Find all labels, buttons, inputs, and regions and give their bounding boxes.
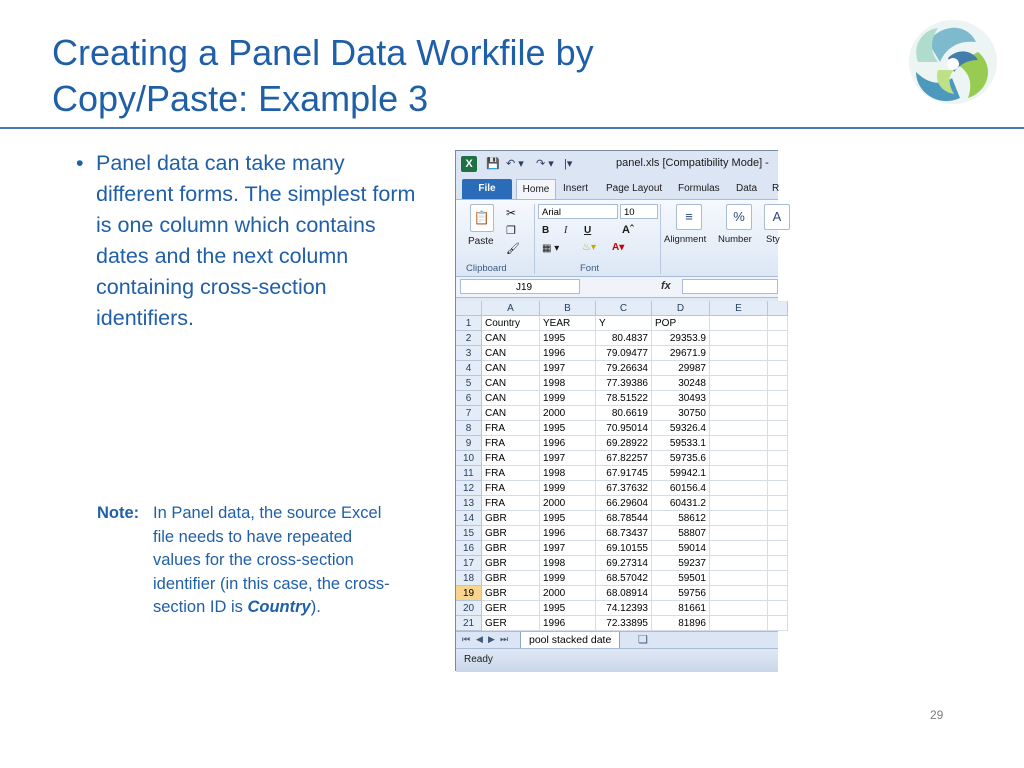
- table-row: [456, 526, 778, 541]
- column-header[interactable]: D: [652, 301, 710, 316]
- paste-icon[interactable]: 📋: [470, 204, 494, 232]
- table-cell[interactable]: 81896: [652, 616, 710, 631]
- table-cell[interactable]: [768, 406, 788, 421]
- table-cell[interactable]: 1999: [540, 481, 596, 496]
- table-cell[interactable]: [768, 601, 788, 616]
- table-cell[interactable]: [710, 406, 768, 421]
- font-name-select[interactable]: Arial: [538, 204, 618, 219]
- font-color-icon[interactable]: A▾: [612, 242, 625, 253]
- table-cell[interactable]: 30493: [652, 391, 710, 406]
- sheet-tab-bar: [456, 631, 778, 649]
- note-text-end: ).: [310, 598, 321, 616]
- table-cell[interactable]: 72.33895: [596, 616, 652, 631]
- table-cell[interactable]: 1996: [540, 436, 596, 451]
- row-header[interactable]: 17: [456, 556, 482, 571]
- table-cell[interactable]: [768, 556, 788, 571]
- table-cell[interactable]: 2000: [540, 406, 596, 421]
- table-row: [456, 616, 778, 631]
- table-row: [456, 331, 778, 346]
- table-cell[interactable]: GBR: [482, 526, 540, 541]
- column-header[interactable]: A: [482, 301, 540, 316]
- table-cell[interactable]: [710, 571, 768, 586]
- table-cell[interactable]: CAN: [482, 346, 540, 361]
- table-cell[interactable]: 30750: [652, 406, 710, 421]
- table-cell[interactable]: 68.08914: [596, 586, 652, 601]
- ribbon-tabs: [456, 177, 778, 199]
- group-separator: [534, 204, 535, 274]
- underline-button[interactable]: U: [584, 225, 592, 236]
- table-cell[interactable]: [710, 466, 768, 481]
- table-row: [456, 481, 778, 496]
- row-header[interactable]: 12: [456, 481, 482, 496]
- column-header[interactable]: B: [540, 301, 596, 316]
- table-cell[interactable]: [710, 436, 768, 451]
- table-cell[interactable]: 69.10155: [596, 541, 652, 556]
- previous-sheet-icon[interactable]: ◀: [476, 634, 483, 644]
- table-row: [456, 571, 778, 586]
- table-cell[interactable]: [710, 616, 768, 631]
- table-cell[interactable]: 29353.9: [652, 331, 710, 346]
- table-cell[interactable]: 1998: [540, 376, 596, 391]
- table-cell[interactable]: FRA: [482, 466, 540, 481]
- table-row: [456, 406, 778, 421]
- clipboard-group-label: Clipboard: [466, 263, 507, 274]
- row-header[interactable]: 16: [456, 541, 482, 556]
- table-cell[interactable]: 67.37632: [596, 481, 652, 496]
- table-cell[interactable]: 59735.6: [652, 451, 710, 466]
- slide-title-line-2: Copy/Paste: Example 3: [52, 78, 429, 119]
- table-cell[interactable]: 74.12393: [596, 601, 652, 616]
- last-sheet-icon[interactable]: ⏭: [500, 634, 509, 644]
- table-cell[interactable]: CAN: [482, 391, 540, 406]
- table-cell[interactable]: [710, 526, 768, 541]
- table-cell[interactable]: FRA: [482, 496, 540, 511]
- table-cell[interactable]: GER: [482, 616, 540, 631]
- table-cell[interactable]: [710, 541, 768, 556]
- table-cell[interactable]: 68.73437: [596, 526, 652, 541]
- undo-icon[interactable]: ↶ ▾: [506, 158, 524, 170]
- table-cell[interactable]: [768, 421, 788, 436]
- note-emphasis: Country: [247, 598, 311, 616]
- table-cell[interactable]: [710, 316, 768, 331]
- paste-button[interactable]: Paste: [468, 236, 494, 247]
- table-cell[interactable]: POP: [652, 316, 710, 331]
- tab-review[interactable]: R: [772, 183, 780, 194]
- styles-icon[interactable]: A: [764, 204, 790, 230]
- tab-home[interactable]: Home: [516, 179, 556, 200]
- table-cell[interactable]: 78.51522: [596, 391, 652, 406]
- table-cell[interactable]: 1995: [540, 421, 596, 436]
- name-box[interactable]: J19: [460, 279, 580, 294]
- table-cell[interactable]: [710, 331, 768, 346]
- table-cell[interactable]: 29671.9: [652, 346, 710, 361]
- table-cell[interactable]: FRA: [482, 421, 540, 436]
- window-title: panel.xls [Compatibility Mode] -: [616, 157, 769, 169]
- table-cell[interactable]: 80.6619: [596, 406, 652, 421]
- title-divider: [0, 127, 1024, 129]
- table-cell[interactable]: [710, 496, 768, 511]
- table-cell[interactable]: 1997: [540, 541, 596, 556]
- table-cell[interactable]: 1998: [540, 556, 596, 571]
- percent-icon[interactable]: %: [726, 204, 752, 230]
- table-cell[interactable]: [710, 391, 768, 406]
- table-cell[interactable]: FRA: [482, 436, 540, 451]
- table-cell[interactable]: [768, 586, 788, 601]
- styles-button[interactable]: Sty: [766, 234, 780, 245]
- table-row: [456, 436, 778, 451]
- table-cell[interactable]: 59533.1: [652, 436, 710, 451]
- row-header[interactable]: 5: [456, 376, 482, 391]
- ribbon-home: [456, 199, 782, 277]
- italic-button[interactable]: I: [564, 225, 568, 236]
- page-number: 29: [930, 708, 944, 722]
- tab-formulas[interactable]: Formulas: [678, 183, 720, 194]
- table-cell[interactable]: 80.4837: [596, 331, 652, 346]
- table-cell[interactable]: 59237: [652, 556, 710, 571]
- save-icon[interactable]: 💾: [486, 158, 500, 170]
- row-header[interactable]: 11: [456, 466, 482, 481]
- status-text: Ready: [464, 654, 493, 665]
- column-header[interactable]: E: [710, 301, 768, 316]
- table-row: [456, 316, 778, 331]
- table-cell[interactable]: 1995: [540, 601, 596, 616]
- table-cell[interactable]: CAN: [482, 376, 540, 391]
- select-all-corner[interactable]: [456, 301, 482, 316]
- table-cell[interactable]: 2000: [540, 586, 596, 601]
- row-header[interactable]: 4: [456, 361, 482, 376]
- font-size-select[interactable]: 10: [620, 204, 658, 219]
- row-header[interactable]: 8: [456, 421, 482, 436]
- column-header-row: [456, 301, 778, 316]
- table-cell[interactable]: [710, 421, 768, 436]
- table-cell[interactable]: 1996: [540, 616, 596, 631]
- table-cell[interactable]: 1999: [540, 391, 596, 406]
- format-painter-icon[interactable]: 🖌: [506, 243, 520, 255]
- table-cell[interactable]: 29987: [652, 361, 710, 376]
- table-row: [456, 391, 778, 406]
- row-header[interactable]: 1: [456, 316, 482, 331]
- number-button[interactable]: Number: [718, 234, 752, 245]
- note-text-main: In Panel data, the source Excel file needs to have repeated values for the cross-section identifier (in this case, the cross-section ID is: [153, 504, 390, 616]
- status-bar: [456, 648, 778, 672]
- row-header[interactable]: 14: [456, 511, 482, 526]
- table-row: [456, 541, 778, 556]
- table-cell[interactable]: 58612: [652, 511, 710, 526]
- table-row: [456, 421, 778, 436]
- table-row: [456, 451, 778, 466]
- table-row: [456, 586, 778, 601]
- table-cell[interactable]: GBR: [482, 556, 540, 571]
- table-cell[interactable]: 59501: [652, 571, 710, 586]
- bold-button[interactable]: B: [542, 225, 550, 236]
- table-cell[interactable]: 70.95014: [596, 421, 652, 436]
- table-cell[interactable]: [768, 451, 788, 466]
- table-cell[interactable]: [710, 586, 768, 601]
- first-sheet-icon[interactable]: ⏮: [462, 634, 471, 644]
- table-cell[interactable]: CAN: [482, 406, 540, 421]
- table-cell[interactable]: GBR: [482, 541, 540, 556]
- note-text: [153, 502, 403, 620]
- font-group-label: Font: [580, 263, 600, 274]
- table-cell[interactable]: [768, 481, 788, 496]
- table-row: [456, 376, 778, 391]
- group-separator: [660, 204, 661, 274]
- table-row: [456, 511, 778, 526]
- column-header[interactable]: [768, 301, 788, 316]
- table-cell[interactable]: Y: [596, 316, 652, 331]
- row-header[interactable]: 2: [456, 331, 482, 346]
- function-icon[interactable]: fx: [661, 280, 671, 292]
- table-cell[interactable]: 1997: [540, 451, 596, 466]
- table-cell[interactable]: 1998: [540, 466, 596, 481]
- table-cell[interactable]: [710, 346, 768, 361]
- table-cell[interactable]: CAN: [482, 331, 540, 346]
- table-row: [456, 496, 778, 511]
- excel-window: [455, 150, 782, 671]
- table-cell[interactable]: GBR: [482, 586, 540, 601]
- slide-title-line-1: Creating a Panel Data Workfile by: [52, 32, 594, 73]
- table-cell[interactable]: GBR: [482, 511, 540, 526]
- bullet-marker: •: [76, 151, 84, 175]
- table-cell[interactable]: 68.78544: [596, 511, 652, 526]
- table-row: [456, 346, 778, 361]
- table-cell[interactable]: 67.91745: [596, 466, 652, 481]
- tab-insert[interactable]: Insert: [563, 183, 589, 194]
- table-cell[interactable]: 69.27314: [596, 556, 652, 571]
- next-sheet-icon[interactable]: ▶: [488, 634, 495, 644]
- sheet-tab-pool-stacked-date[interactable]: pool stacked date: [520, 632, 620, 648]
- table-cell[interactable]: 59326.4: [652, 421, 710, 436]
- tab-file[interactable]: File: [462, 179, 512, 199]
- row-header[interactable]: 21: [456, 616, 482, 631]
- table-cell[interactable]: 60431.2: [652, 496, 710, 511]
- table-cell[interactable]: [768, 541, 788, 556]
- formula-bar: [456, 277, 778, 298]
- quick-access-toolbar: [456, 151, 778, 177]
- table-cell[interactable]: 66.29604: [596, 496, 652, 511]
- redo-icon[interactable]: ↷ ▾: [536, 158, 554, 170]
- table-cell[interactable]: 1996: [540, 346, 596, 361]
- table-cell[interactable]: [768, 331, 788, 346]
- row-header[interactable]: 13: [456, 496, 482, 511]
- table-cell[interactable]: 1996: [540, 526, 596, 541]
- alignment-button[interactable]: Alignment: [664, 234, 707, 245]
- table-cell[interactable]: [768, 361, 788, 376]
- cut-icon[interactable]: ✂: [506, 206, 517, 220]
- table-cell[interactable]: [768, 376, 788, 391]
- table-cell[interactable]: 1997: [540, 361, 596, 376]
- table-cell[interactable]: [710, 601, 768, 616]
- table-cell[interactable]: 79.26634: [596, 361, 652, 376]
- excel-app-icon: X: [461, 156, 477, 172]
- table-cell[interactable]: 81661: [652, 601, 710, 616]
- table-cell[interactable]: 59756: [652, 586, 710, 601]
- row-header[interactable]: 10: [456, 451, 482, 466]
- table-cell[interactable]: 77.39386: [596, 376, 652, 391]
- table-row: [456, 361, 778, 376]
- customize-toolbar-icon[interactable]: |▾: [564, 158, 573, 170]
- table-cell[interactable]: GER: [482, 601, 540, 616]
- fill-color-icon[interactable]: ♨▾: [582, 242, 596, 253]
- table-cell[interactable]: 79.09477: [596, 346, 652, 361]
- table-cell[interactable]: CAN: [482, 361, 540, 376]
- column-header[interactable]: C: [596, 301, 652, 316]
- table-cell[interactable]: [768, 571, 788, 586]
- table-cell[interactable]: [710, 511, 768, 526]
- table-cell[interactable]: FRA: [482, 481, 540, 496]
- table-row: [456, 601, 778, 616]
- table-cell[interactable]: [710, 451, 768, 466]
- row-header[interactable]: 9: [456, 436, 482, 451]
- table-cell[interactable]: 68.57042: [596, 571, 652, 586]
- table-cell[interactable]: 58807: [652, 526, 710, 541]
- formula-input[interactable]: [682, 279, 778, 294]
- row-header[interactable]: 15: [456, 526, 482, 541]
- copy-icon[interactable]: ❐: [506, 225, 516, 237]
- table-cell[interactable]: [768, 391, 788, 406]
- organization-logo: [898, 12, 1008, 112]
- tab-page-layout[interactable]: Page Layout: [606, 183, 663, 194]
- table-cell[interactable]: [768, 526, 788, 541]
- table-cell[interactable]: 30248: [652, 376, 710, 391]
- table-cell[interactable]: [768, 616, 788, 631]
- table-cell[interactable]: [710, 361, 768, 376]
- table-cell[interactable]: Country: [482, 316, 540, 331]
- row-header[interactable]: 18: [456, 571, 482, 586]
- table-cell[interactable]: YEAR: [540, 316, 596, 331]
- table-cell[interactable]: [710, 556, 768, 571]
- increase-font-icon[interactable]: Aˆ: [622, 224, 634, 236]
- row-header[interactable]: 3: [456, 346, 482, 361]
- table-cell[interactable]: 60156.4: [652, 481, 710, 496]
- table-cell[interactable]: [710, 376, 768, 391]
- tab-data[interactable]: Data: [736, 183, 758, 194]
- row-header[interactable]: 7: [456, 406, 482, 421]
- alignment-icon[interactable]: ≡: [676, 204, 702, 230]
- table-cell[interactable]: [710, 481, 768, 496]
- slide-title: [52, 30, 812, 122]
- table-cell[interactable]: [768, 511, 788, 526]
- bullet-text: Panel data can take many different forms. The simplest form is one column which contains dates and the next column containing cross-section identifiers.: [96, 151, 416, 330]
- note-label: Note:: [97, 504, 140, 522]
- table-cell[interactable]: [768, 496, 788, 511]
- table-cell[interactable]: 2000: [540, 496, 596, 511]
- table-cell[interactable]: 67.82257: [596, 451, 652, 466]
- table-row: [456, 556, 778, 571]
- table-cell[interactable]: 59942.1: [652, 466, 710, 481]
- table-cell[interactable]: [768, 466, 788, 481]
- table-cell[interactable]: FRA: [482, 451, 540, 466]
- borders-icon[interactable]: ▦ ▾: [542, 243, 560, 254]
- table-row: [456, 466, 778, 481]
- table-cell[interactable]: 1999: [540, 571, 596, 586]
- table-cell[interactable]: 1995: [540, 511, 596, 526]
- new-sheet-icon[interactable]: ❏: [638, 634, 648, 646]
- row-header[interactable]: 6: [456, 391, 482, 406]
- table-cell[interactable]: [768, 316, 788, 331]
- table-cell[interactable]: [768, 346, 788, 361]
- row-header[interactable]: 19: [456, 586, 482, 601]
- row-header[interactable]: 20: [456, 601, 482, 616]
- table-cell[interactable]: 59014: [652, 541, 710, 556]
- table-cell[interactable]: 69.28922: [596, 436, 652, 451]
- table-cell[interactable]: GBR: [482, 571, 540, 586]
- table-cell[interactable]: [768, 436, 788, 451]
- table-cell[interactable]: 1995: [540, 331, 596, 346]
